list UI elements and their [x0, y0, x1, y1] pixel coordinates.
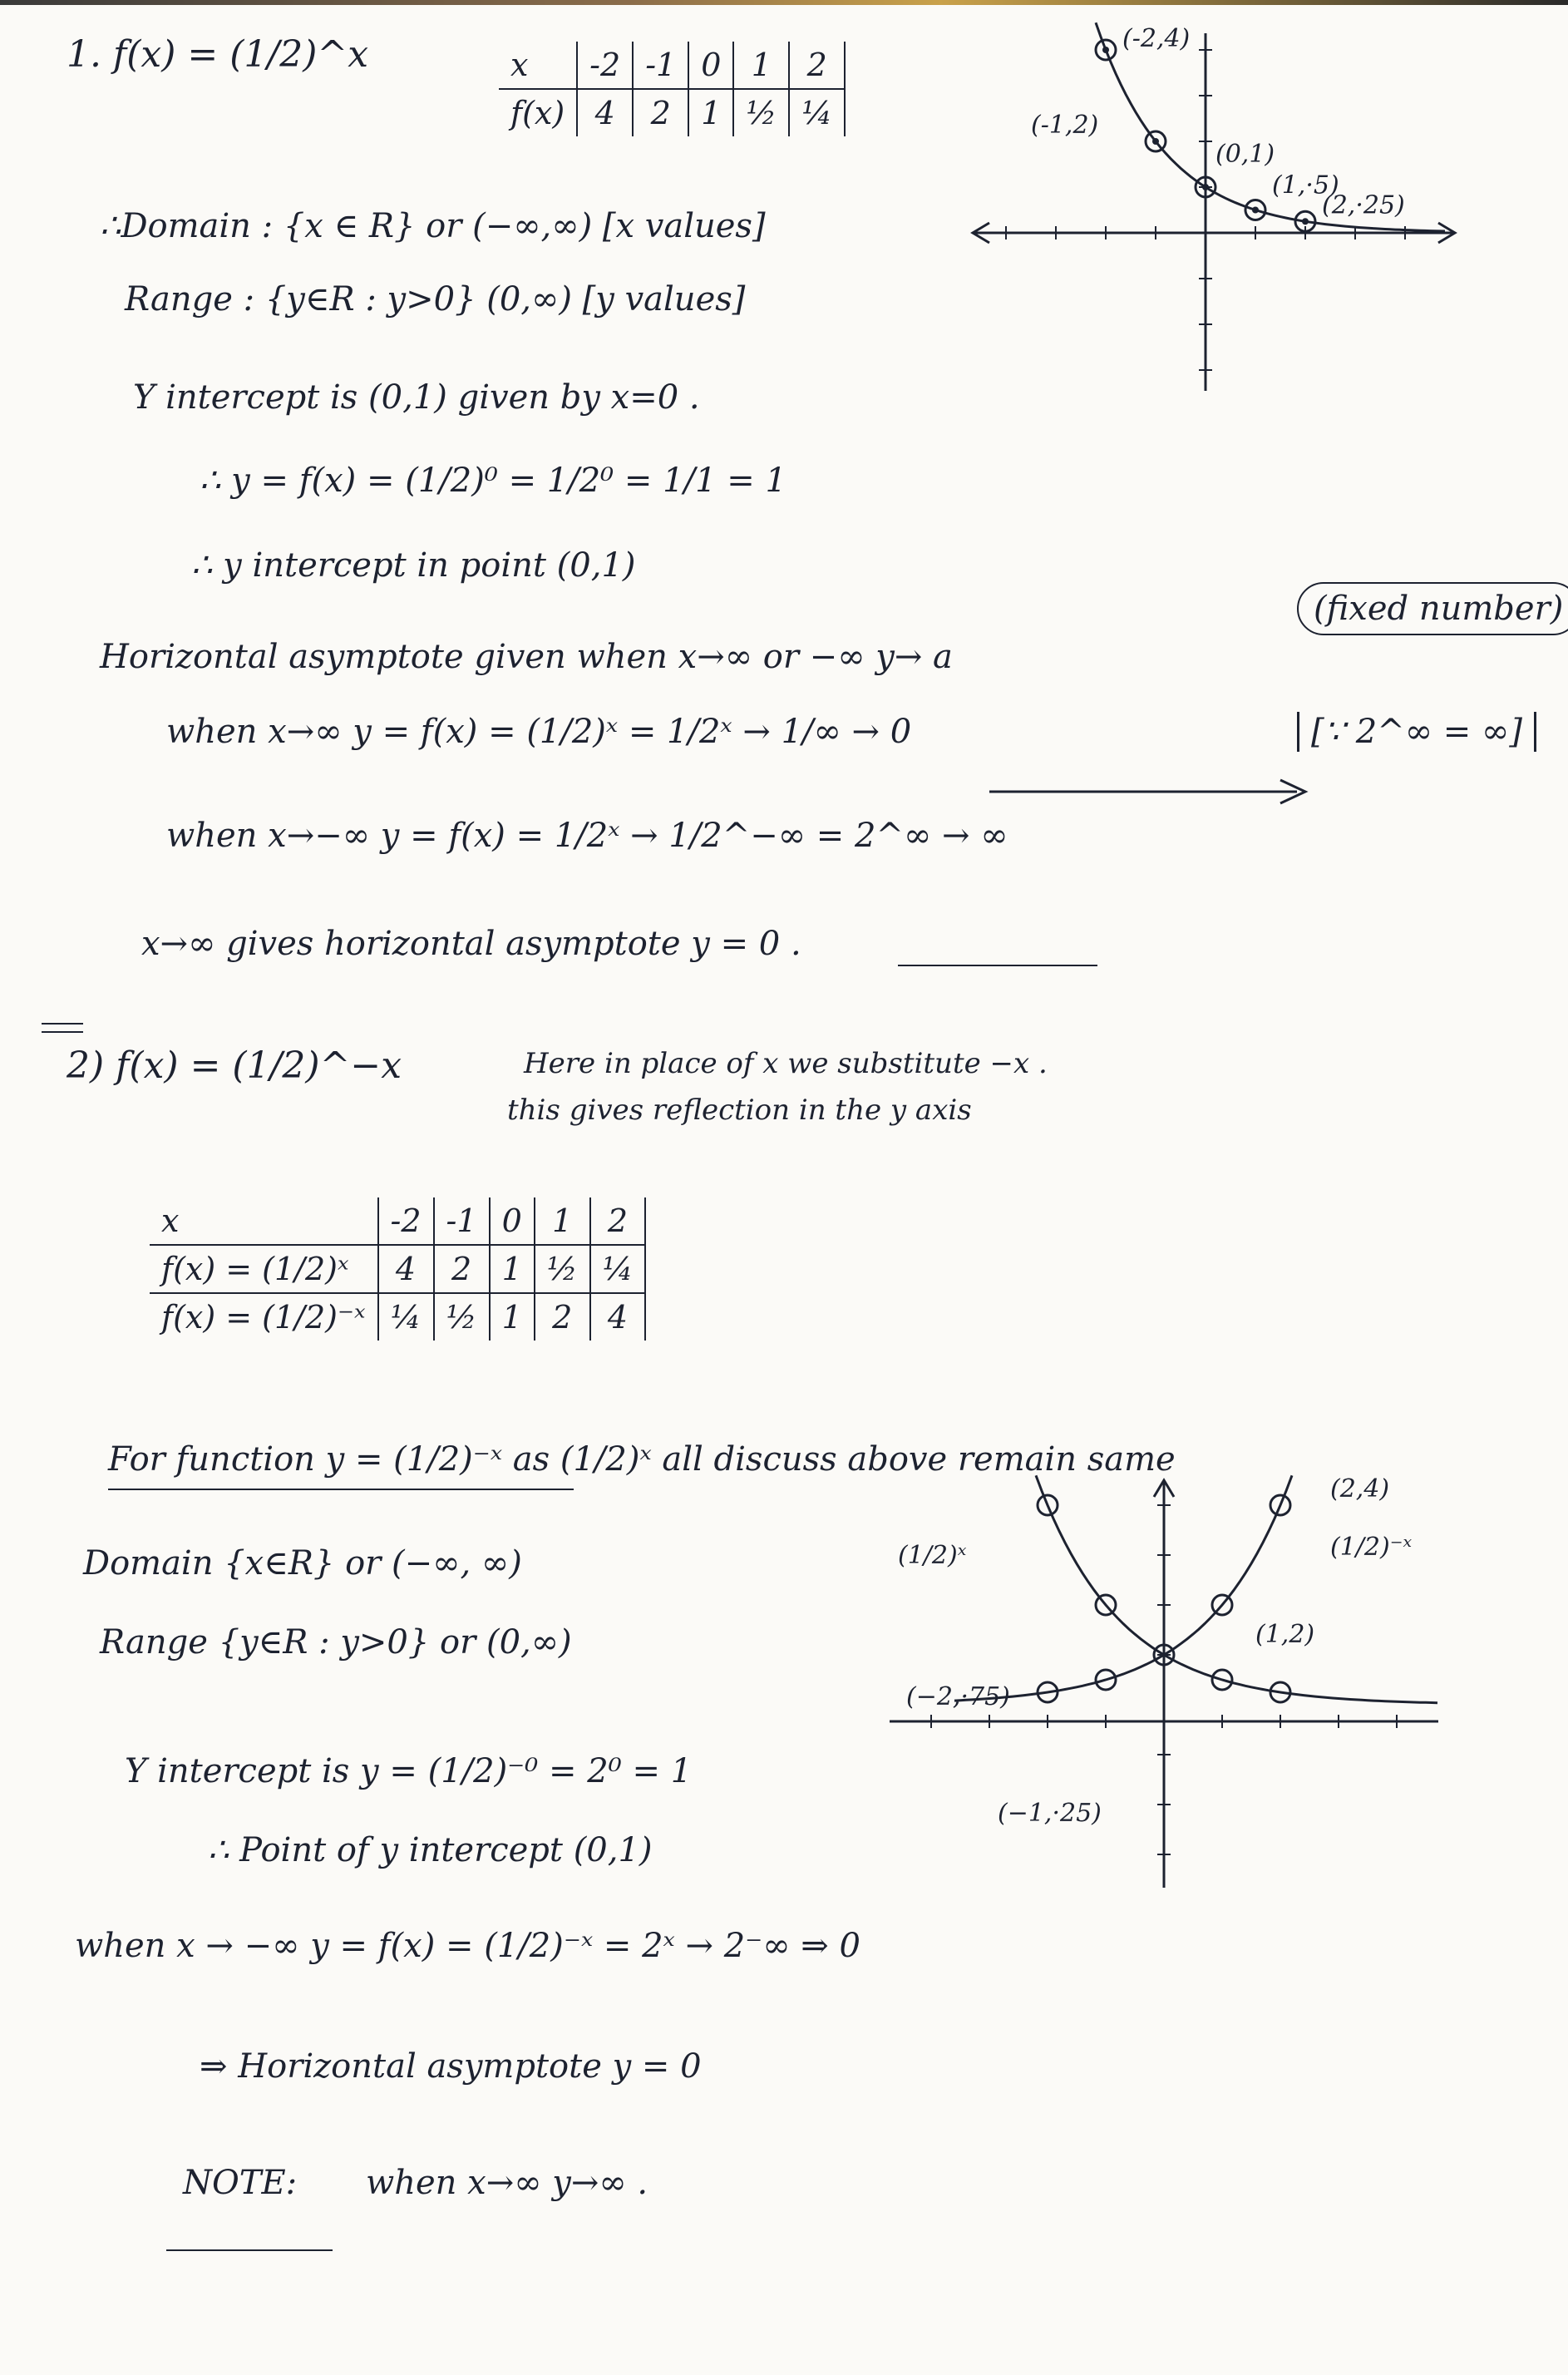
table-cell: 2: [590, 1197, 646, 1245]
table-cell: 1: [688, 89, 733, 136]
data-point-dot: [1252, 207, 1259, 214]
table-cell: 1: [490, 1293, 535, 1341]
data-point-label: (-2,4): [1122, 24, 1191, 53]
note-label: NOTE:: [183, 2164, 298, 2202]
data-point-label: (-1,2): [1031, 111, 1099, 140]
table-cell: 2: [633, 89, 688, 136]
graph-label: (2,4): [1330, 1474, 1390, 1504]
problem1-domain: ∴Domain : {x ∈ R} or (−∞,∞) [x values]: [100, 207, 766, 245]
data-point-dot: [1102, 47, 1109, 53]
conclusion-underline: [898, 965, 1097, 966]
problem1-heading: 1. f(x) = (1/2)^x: [67, 33, 369, 76]
problem2-table: [150, 1197, 646, 1341]
table-cell: ½: [733, 89, 789, 136]
data-point-label: (0,1): [1215, 140, 1275, 169]
table-header-row: [150, 1197, 645, 1245]
table-row-label: f(x) = (1/2)⁻ˣ: [150, 1293, 378, 1341]
arrow-line: [989, 773, 1322, 807]
table-cell: 2: [434, 1245, 490, 1293]
table-cell: -1: [434, 1197, 490, 1245]
problem1-range: Range : {y∈R : y>0} (0,∞) [y values]: [125, 280, 746, 318]
table-cell: 0: [490, 1197, 535, 1245]
problem2-when-line: when x → −∞ y = f(x) = (1/2)⁻ˣ = 2ˣ → 2⁻∞ ⇒ 0: [75, 1927, 860, 1965]
table-cell: ½: [434, 1293, 490, 1341]
graph-label: (1/2)⁻ˣ: [1330, 1533, 1413, 1562]
table-cell: 4: [577, 89, 633, 136]
separator-mark: [42, 1023, 83, 1025]
problem1-y-point: ∴ y intercept in point (0,1): [191, 546, 636, 585]
table-row-label: f(x): [499, 89, 577, 136]
table-row: [150, 1293, 645, 1341]
graph-label: (1,2): [1255, 1620, 1315, 1649]
problem1-y-calc: ∴ y = f(x) = (1/2)⁰ = 1/2⁰ = 1/1 = 1: [200, 462, 786, 500]
problem1-when-infinity: when x→∞ y = f(x) = (1/2)ˣ = 1/2ˣ → 1/∞ → 0: [166, 713, 912, 751]
problem1-y-intercept-line: Y intercept is (0,1) given by x=0 .: [133, 378, 700, 417]
problem2-note-1: Here in place of x we substitute −x .: [524, 1047, 1048, 1080]
table-cell: -2: [577, 42, 633, 89]
problem2-domain: Domain {x∈R} or (−∞, ∞): [83, 1544, 522, 1583]
fixed-number-note: (fixed number): [1297, 582, 1568, 635]
table-cell: -1: [633, 42, 688, 89]
table-cell: ¼: [590, 1245, 646, 1293]
table-cell: ¼: [789, 89, 845, 136]
table-cell: 2: [789, 42, 845, 89]
curve-half-pow-neg-x: [954, 1475, 1292, 1701]
graph-label: (−2,·75): [906, 1682, 1010, 1711]
data-point-label: (1,·5): [1272, 170, 1339, 200]
problem2-graph: [865, 1464, 1463, 1896]
problem2-note-2: this gives reflection in the y axis: [507, 1094, 972, 1127]
problem2-asymptote: ⇒ Horizontal asymptote y = 0: [200, 2047, 702, 2086]
table-header-row: [499, 42, 845, 89]
table-row: [150, 1245, 645, 1293]
problem1-graph: [956, 17, 1472, 407]
table-cell: -2: [378, 1197, 434, 1245]
problem1-asymptote-intro: Horizontal asymptote given when x→∞ or −∞ y→ a: [100, 638, 953, 676]
for-function-underline: [108, 1489, 574, 1490]
table-row-label: x: [499, 42, 577, 89]
problem2-heading: 2) f(x) = (1/2)^−x: [67, 1044, 402, 1087]
table-cell: ¼: [378, 1293, 434, 1341]
table-cell: 4: [378, 1245, 434, 1293]
problem1-conclusion: x→∞ gives horizontal asymptote y = 0 .: [141, 925, 801, 963]
data-point-dot: [1152, 138, 1159, 145]
note-text: when x→∞ y→∞ .: [366, 2164, 648, 2202]
table-cell: ½: [535, 1245, 590, 1293]
infinity-bracket-note: [∵ 2^∞ = ∞]: [1297, 712, 1536, 752]
table-cell: 1: [490, 1245, 535, 1293]
separator-mark-2: [42, 1031, 83, 1033]
data-point-label: (2,·25): [1322, 190, 1405, 220]
table-row-label: x: [150, 1197, 378, 1245]
problem2-for-function: For function y = (1/2)⁻ˣ as (1/2)ˣ all discuss above remain same: [108, 1440, 1176, 1479]
table-row: [499, 89, 845, 136]
table-cell: 0: [688, 42, 733, 89]
photo-top-edge: [0, 0, 1568, 5]
curve-half-pow-x: [1036, 1475, 1437, 1702]
table-cell: 1: [535, 1197, 590, 1245]
table-row-label: f(x) = (1/2)ˣ: [150, 1245, 378, 1293]
data-point-dot: [1202, 184, 1209, 190]
table-cell: 1: [733, 42, 789, 89]
problem1-table: [499, 42, 846, 136]
graph-label: (−1,·25): [998, 1799, 1102, 1828]
problem2-range: Range {y∈R : y>0} or (0,∞): [100, 1623, 572, 1662]
graph-label: (1/2)ˣ: [898, 1541, 967, 1570]
problem1-when-neg-infinity: when x→−∞ y = f(x) = 1/2ˣ → 1/2^−∞ = 2^∞ → ∞: [166, 817, 1008, 855]
problem2-y-point: ∴ Point of y intercept (0,1): [208, 1831, 653, 1869]
note-underline: [166, 2249, 333, 2251]
table-cell: 2: [535, 1293, 590, 1341]
table-cell: 4: [590, 1293, 646, 1341]
data-point-dot: [1302, 218, 1309, 225]
problem2-y-intercept: Y intercept is y = (1/2)⁻⁰ = 2⁰ = 1: [125, 1752, 693, 1790]
